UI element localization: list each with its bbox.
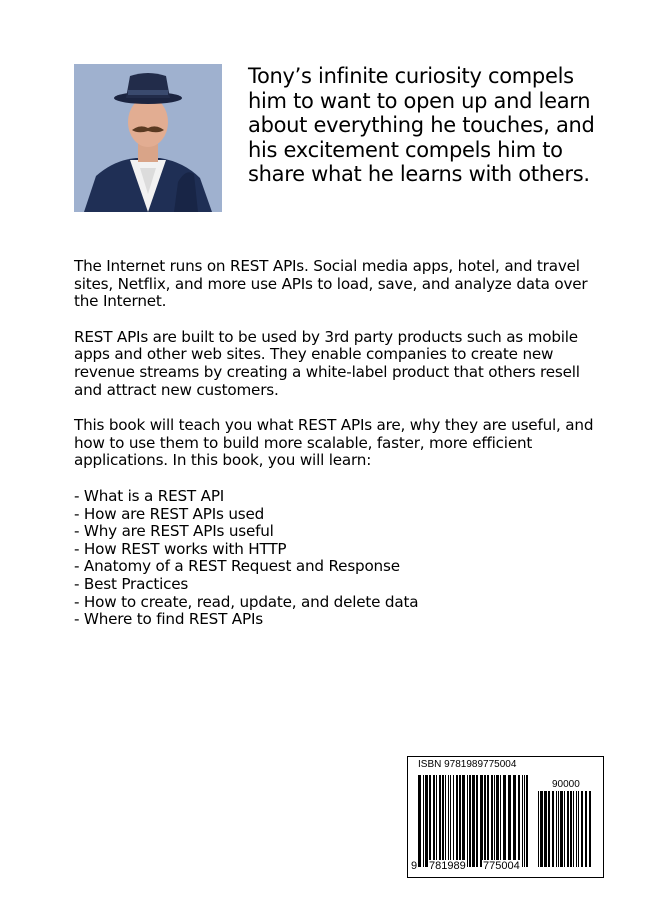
barcode-bar: [418, 775, 421, 867]
description-paragraph-1: The Internet runs on REST APIs. Social media apps, hotel, and travel sites, Netflix, and more use APIs to load, save, and analyze data over the Internet.: [74, 257, 588, 311]
list-item: - How are REST APIs used: [74, 504, 265, 523]
barcode-bar: [494, 775, 495, 867]
price-code: 90000: [552, 779, 580, 790]
barcode-addon-bar: [544, 791, 547, 867]
barcode-bar: [469, 775, 471, 867]
author-photo: [74, 64, 222, 212]
barcode-bars: [418, 775, 532, 867]
description-paragraph-2: REST APIs are built to be used by 3rd party products such as mobile apps and other web sites. They enable companies to create new revenue streams by creating a white-label product that others resell and attract new customers.: [74, 327, 580, 399]
barcode-bar: [442, 775, 444, 867]
barcode-digit-group-1: 781989: [429, 860, 466, 872]
barcode-addon-bar: [589, 791, 591, 867]
list-item: - How to create, read, update, and delete data: [74, 592, 419, 611]
barcode-bar: [439, 775, 441, 867]
barcode-bar: [436, 775, 437, 867]
barcode-addon-bar: [567, 791, 569, 867]
barcode-bar: [423, 775, 424, 867]
barcode-addon-bar: [585, 791, 587, 867]
barcode-digit-first: 9: [411, 860, 418, 872]
barcode-bar: [513, 775, 516, 867]
barcode-bar: [429, 775, 431, 867]
barcode-bar: [524, 775, 525, 867]
isbn-barcode: [407, 756, 604, 878]
barcode-bar: [487, 775, 489, 867]
list-item: - Where to find REST APIs: [74, 610, 263, 629]
barcode-bar: [496, 775, 499, 867]
barcode-bar: [462, 775, 465, 867]
author-bio: Tony’s infinite curiosity compels him to want to open up and learn about everything he touches, and his excitement compels him to share what he learns with others.: [248, 64, 595, 186]
barcode-addon-bar: [581, 791, 583, 867]
barcode-bar: [476, 775, 478, 867]
barcode-addon-bars: [538, 791, 594, 867]
barcode-bar: [472, 775, 475, 867]
barcode-addon-bar: [548, 791, 550, 867]
barcode-addon-bar: [564, 791, 565, 867]
barcode-bar: [526, 775, 528, 867]
isbn-label: ISBN 9781989775004: [418, 759, 517, 770]
barcode-bar: [503, 775, 506, 867]
list-item: - Best Practices: [74, 574, 189, 593]
barcode-addon-bar: [573, 791, 574, 867]
barcode-bar: [448, 775, 449, 867]
barcode-bar: [433, 775, 435, 867]
barcode-digit-group-2: 775004: [483, 860, 520, 872]
book-description: [74, 258, 604, 629]
barcode-addon-bar: [556, 791, 557, 867]
barcode-addon-bar: [570, 791, 572, 867]
list-item: - Anatomy of a REST Request and Response: [74, 557, 400, 576]
barcode-addon-bar: [540, 791, 543, 867]
barcode-bar: [484, 775, 486, 867]
barcode-bar: [453, 775, 454, 867]
barcode-addon-bar: [538, 791, 539, 867]
barcode-addon-bar: [578, 791, 579, 867]
barcode-bar: [467, 775, 468, 867]
description-paragraph-3: This book will teach you what REST APIs are, why they are useful, and how to use them to build more scalable, faster, more efficient applications. In this book, you will learn:: [74, 416, 594, 470]
list-item: - What is a REST API: [74, 486, 225, 505]
list-item: - How REST works with HTTP: [74, 539, 287, 558]
barcode-bar: [425, 775, 428, 867]
barcode-bar: [450, 775, 451, 867]
barcode-bar: [522, 775, 523, 867]
barcode-bar: [491, 775, 493, 867]
barcode-addon-bar: [560, 791, 563, 867]
author-portrait-image: [74, 64, 222, 212]
learn-list: [74, 488, 604, 629]
list-item: - Why are REST APIs useful: [74, 522, 274, 541]
barcode-addon-bar: [552, 791, 554, 867]
barcode-bar: [456, 775, 458, 867]
barcode-bar: [445, 775, 446, 867]
barcode-bar: [508, 775, 511, 867]
barcode-addon-bar: [576, 791, 577, 867]
barcode-bar: [500, 775, 501, 867]
barcode-bar: [459, 775, 461, 867]
barcode-addon-bar: [558, 791, 559, 867]
barcode-bar: [518, 775, 520, 867]
barcode-bar: [480, 775, 483, 867]
